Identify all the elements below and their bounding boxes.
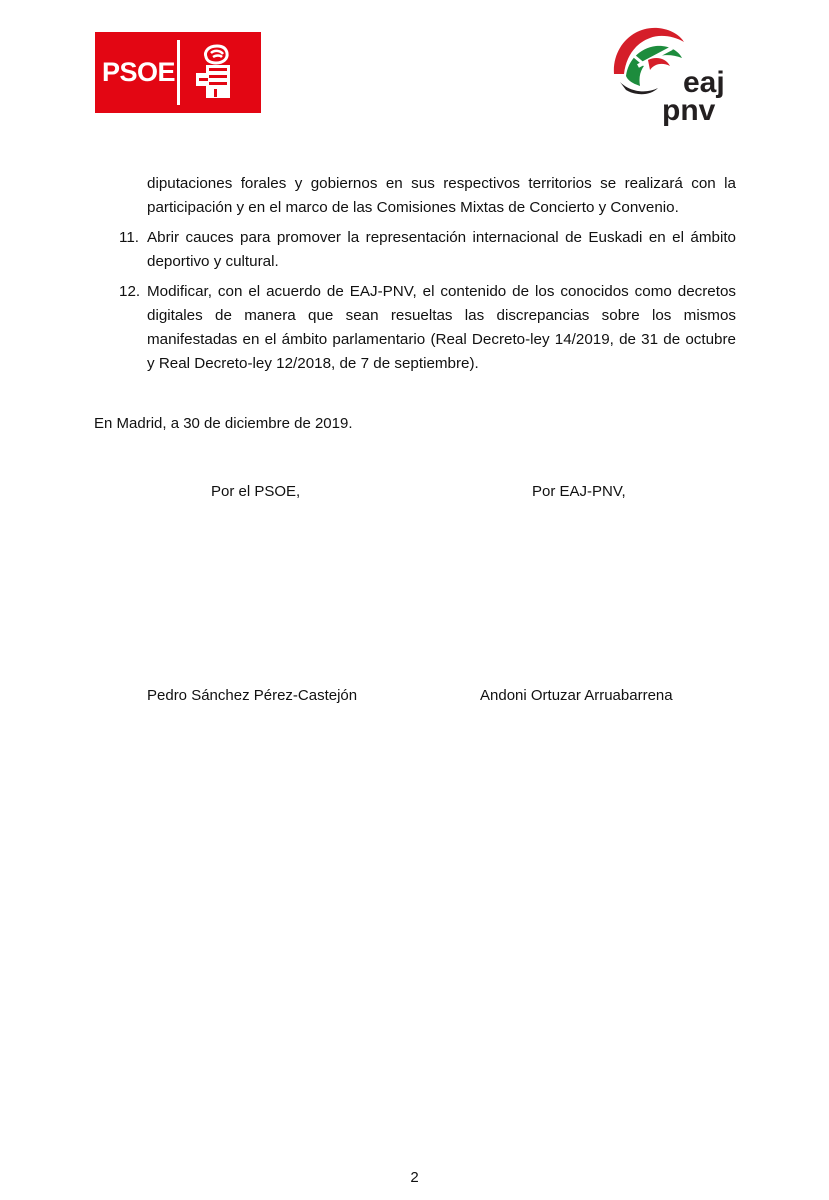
eaj-pnv-logo <box>610 26 742 126</box>
psoe-logo-divider <box>177 40 180 105</box>
psoe-logo-text: PSOE <box>102 57 176 87</box>
signatory-label-eaj-pnv: Por EAJ-PNV, <box>532 483 626 500</box>
eaj-logo-text-top: eaj <box>683 66 725 99</box>
page-number: 2 <box>410 1169 419 1186</box>
eaj-logo-text-bottom: pnv <box>662 94 716 126</box>
list-item-number: 12. <box>119 283 141 300</box>
list-item-text: Modificar, con el acuerdo de EAJ-PNV, el contenido de los conocidos como decretos digitales de manera que sean resueltas las discrepancias sobre los mismos manifestadas en el ámbito parlamentario (Real Decreto-ley 14/2019, de 31 de octubre y Real Decreto-ley 12/2018, de 7 de septiembre). <box>147 283 736 372</box>
list-item-text: Abrir cauces para promover la representación internacional de Euskadi en el ámbito deportivo y cultural. <box>147 229 736 270</box>
signatory-label-psoe: Por el PSOE, <box>211 483 301 500</box>
psoe-logo <box>95 32 261 113</box>
signatory-name-eaj-pnv: Andoni Ortuzar Arruabarrena <box>480 687 673 704</box>
signatory-name-psoe: Pedro Sánchez Pérez-Castejón <box>147 687 358 704</box>
rose-fist-icon <box>192 42 242 102</box>
list-item-number: 11. <box>119 229 139 246</box>
eaj-pnv-emblem-icon <box>610 26 742 126</box>
place-date: En Madrid, a 30 de diciembre de 2019. <box>94 415 353 432</box>
continued-paragraph: diputaciones forales y gobiernos en sus respectivos territorios se realizará con la participación y en el marco de las Comisiones Mixtas de Concierto y Convenio. <box>147 175 736 216</box>
